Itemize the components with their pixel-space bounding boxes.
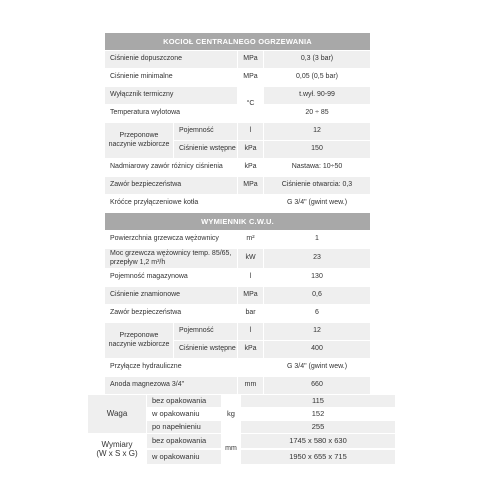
group-label-line1: Przeponowe — [119, 132, 159, 140]
row-value: 0,6 — [264, 287, 370, 304]
row-label: Pojemność — [174, 123, 237, 140]
dimensions-label-line1: Wymiary — [101, 439, 133, 449]
row-label: Nadmiarowy zawór różnicy ciśnienia — [105, 159, 237, 176]
row-unit: MPa — [238, 69, 263, 86]
row-unit: kPa — [238, 141, 263, 158]
row-label: Pojemność magazynowa — [105, 269, 237, 286]
row-value: 20 ÷ 85 — [264, 105, 370, 122]
weight-row-label: po napełnieniu — [147, 421, 221, 433]
group-label-line2: naczynie wzbiorcze — [108, 340, 170, 348]
row-label: Ciśnienie minimalne — [105, 69, 237, 86]
row-value: Ciśnienie otwarcia: 0,3 — [264, 177, 370, 194]
row-label — [105, 249, 237, 268]
row-value: G 3/4" (gwint wew.) — [264, 359, 370, 376]
row-unit: kW — [238, 249, 263, 268]
row-label: Zawór bezpieczeństwa — [105, 305, 237, 322]
row-value: 130 — [264, 269, 370, 286]
dimensions-label-line2: (W x S x G) — [96, 449, 138, 458]
row-unit — [238, 359, 263, 376]
dimensions-label — [88, 434, 146, 464]
row-unit: MPa — [238, 51, 263, 68]
row-label: Przyłącze hydrauliczne — [105, 359, 237, 376]
row-label-line2: przepływ 1,2 m³/h — [110, 258, 166, 266]
dimensions-unit: mm — [222, 434, 240, 464]
weight-value: 115 — [241, 395, 395, 407]
row-label: Powierzchnia grzewcza wężownicy — [105, 231, 237, 248]
weight-value: 255 — [241, 421, 395, 433]
row-unit: MPa — [238, 177, 263, 194]
row-value: t.wył. 90-99 — [264, 87, 370, 104]
row-unit: kPa — [238, 159, 263, 176]
row-label: Wyłącznik termiczny — [105, 87, 237, 104]
row-value: 150 — [264, 141, 370, 158]
row-label: Króćce przyłączeniowe kotła — [105, 195, 237, 212]
row-value: 660 — [264, 377, 370, 394]
row-value: 12 — [264, 323, 370, 340]
dimensions-row-label: w opakowaniu — [147, 450, 221, 464]
row-value: 1 — [264, 231, 370, 248]
row-label: Zawór bezpieczeństwa — [105, 177, 237, 194]
group-label-line1: Przeponowe — [119, 332, 159, 340]
row-label: Ciśnienie znamionowe — [105, 287, 237, 304]
row-unit: mm — [238, 377, 263, 394]
row-unit: bar — [238, 305, 263, 322]
row-value: 0,05 (0,5 bar) — [264, 69, 370, 86]
group-label-line2: naczynie wzbiorcze — [108, 140, 170, 148]
weight-value: 152 — [241, 408, 395, 420]
dimensions-value: 1745 x 580 x 630 — [241, 434, 395, 448]
row-unit: kPa — [238, 341, 263, 358]
row-value: 0,3 (3 bar) — [264, 51, 370, 68]
row-label: Ciśnienie wstępne — [174, 341, 237, 358]
row-label: Ciśnienie dopuszczone — [105, 51, 237, 68]
row-value: 23 — [264, 249, 370, 268]
row-value: 6 — [264, 305, 370, 322]
row-unit: m² — [238, 231, 263, 248]
section-header-dhw: WYMIENNIK C.W.U. — [105, 213, 370, 230]
row-unit-shared: °C — [238, 87, 263, 122]
row-label: Pojemność — [174, 323, 237, 340]
weight-unit: kg — [222, 395, 240, 433]
section-header-boiler: KOCIOŁ CENTRALNEGO OGRZEWANIA — [105, 33, 370, 50]
dimensions-value: 1950 x 655 x 715 — [241, 450, 395, 464]
row-value: Nastawa: 10÷50 — [264, 159, 370, 176]
row-value: 400 — [264, 341, 370, 358]
row-unit: l — [238, 123, 263, 140]
weight-label: Waga — [88, 395, 146, 433]
row-unit: MPa — [238, 287, 263, 304]
weight-row-label: w opakowaniu — [147, 408, 221, 420]
weight-row-label: bez opakowania — [147, 395, 221, 407]
row-value: G 3/4" (gwint wew.) — [264, 195, 370, 212]
row-label: Ciśnienie wstępne — [174, 141, 237, 158]
row-unit: l — [238, 323, 263, 340]
group-label — [105, 123, 173, 158]
row-label-line1: Moc grzewcza wężownicy temp. 85/65, — [110, 250, 232, 258]
row-value: 12 — [264, 123, 370, 140]
group-label — [105, 323, 173, 358]
row-label: Anoda magnezowa 3/4" — [105, 377, 237, 394]
dimensions-row-label: bez opakowania — [147, 434, 221, 448]
row-unit — [238, 195, 263, 212]
row-label: Temperatura wylotowa — [105, 105, 237, 122]
row-unit: l — [238, 269, 263, 286]
